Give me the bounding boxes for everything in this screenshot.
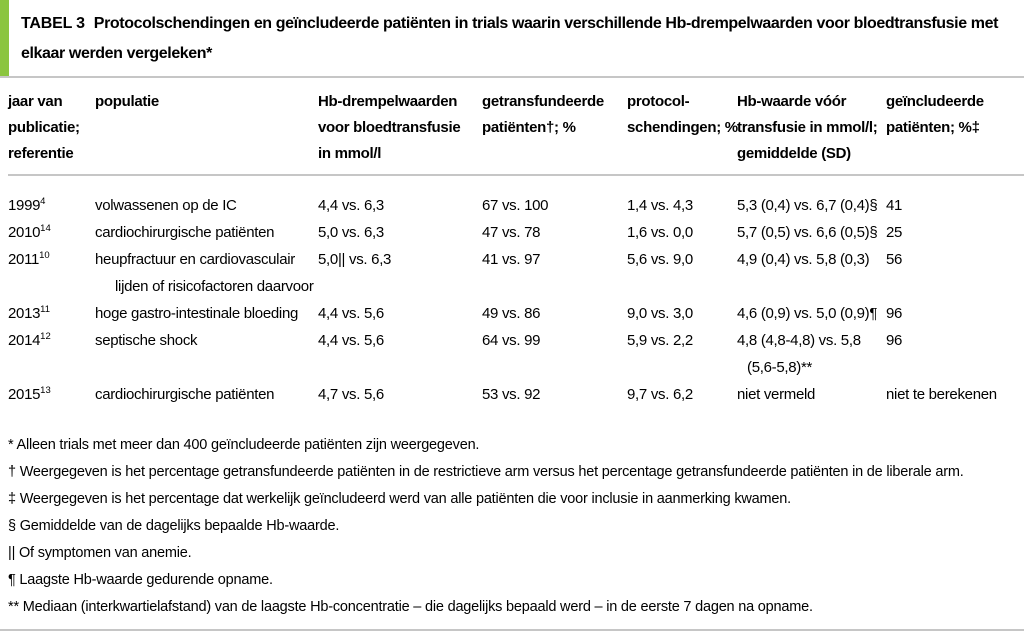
footnote: ** Mediaan (interkwartielafstand) van de laagste Hb-concentratie – die dagelijks bepaald werd – in de eerste 7 dagen na opname. xyxy=(8,599,813,615)
cell-schendingen: 1,4 vs. 4,3 xyxy=(627,197,693,214)
footnote: ¶ Laagste Hb-waarde gedurende opname. xyxy=(8,572,273,588)
cell-hb-voor: 4,9 (0,4) vs. 5,8 (0,3) xyxy=(737,251,870,268)
cell-hb-voor: 5,7 (0,5) vs. 6,6 (0,5)§ xyxy=(737,224,878,241)
header-line: getransfundeerde xyxy=(482,93,604,110)
cell-geincludeerd: 96 xyxy=(886,305,903,322)
column-header-geincludeerde xyxy=(886,78,1024,175)
table-row xyxy=(8,300,1024,327)
cell-hb-voor: niet vermeld xyxy=(737,386,816,403)
table-label: TABEL 3 xyxy=(21,15,85,32)
header-line: transfusie in mmol/l; xyxy=(737,119,878,136)
cell-year xyxy=(8,219,95,246)
year-value: 1999 xyxy=(8,197,41,214)
footnote: || Of symptomen van anemie. xyxy=(8,545,192,561)
bottom-rule xyxy=(0,629,1024,631)
table-title xyxy=(21,9,1010,69)
cell-geincludeerd: 56 xyxy=(886,251,903,268)
cell-schendingen: 5,6 vs. 9,0 xyxy=(627,251,693,268)
header-line: schendingen; % xyxy=(627,119,738,136)
header-line: gemiddelde (SD) xyxy=(737,145,851,162)
cell-hb-voor: 5,3 (0,4) vs. 6,7 (0,4)§ xyxy=(737,197,878,214)
cell-populatie: septische shock xyxy=(95,332,198,349)
header-line: publicatie; xyxy=(8,119,80,136)
year-value: 2014 xyxy=(8,332,41,349)
cell-populatie: cardiochirurgische patiënten xyxy=(95,224,275,241)
cell-geincludeerd: 41 xyxy=(886,197,903,214)
footnote: § Gemiddelde van de dagelijks bepaalde Hb-waarde. xyxy=(8,518,340,534)
table-title-block xyxy=(0,0,1024,78)
year-value: 2015 xyxy=(8,386,41,403)
header-line: populatie xyxy=(95,93,159,110)
header-line: patiënten†; % xyxy=(482,119,576,136)
column-header-hb-waarde-voor xyxy=(737,78,886,175)
results-table xyxy=(8,78,1024,408)
cell-hb-drempel: 5,0 vs. 6,3 xyxy=(318,224,384,241)
cell-populatie: cardiochirurgische patiënten xyxy=(95,386,275,403)
table-row xyxy=(8,327,1024,381)
reference-superscript: 13 xyxy=(40,385,51,396)
column-header-protocolschendingen xyxy=(627,78,737,175)
cell-populatie: volwassenen op de IC xyxy=(95,197,237,214)
header-line: Hb-drempelwaarden xyxy=(318,93,458,110)
cell-hb-drempel: 4,4 vs. 6,3 xyxy=(318,197,384,214)
cell-getransfundeerd: 53 vs. 92 xyxy=(482,386,541,403)
cell-year xyxy=(8,246,95,300)
cell-populatie xyxy=(95,246,318,300)
column-header-getransfundeerde xyxy=(482,78,627,175)
populatie-line1: heupfractuur en cardiovasculair xyxy=(95,251,295,268)
header-line: Hb-waarde vóór xyxy=(737,93,847,110)
cell-hb-drempel: 4,4 vs. 5,6 xyxy=(318,332,384,349)
cell-schendingen: 9,7 vs. 6,2 xyxy=(627,386,693,403)
table-row xyxy=(8,381,1024,408)
cell-schendingen: 9,0 vs. 3,0 xyxy=(627,305,693,322)
hb-voor-line1: 4,8 (4,8-4,8) vs. 5,8 xyxy=(737,332,861,349)
footnote: ‡ Weergegeven is het percentage dat werkelijk geïncludeerd werd van alle patiënten die voor inclusie in aanmerking kwamen. xyxy=(8,491,791,507)
cell-getransfundeerd: 67 vs. 100 xyxy=(482,197,549,214)
cell-schendingen: 1,6 vs. 0,0 xyxy=(627,224,693,241)
results-table-container xyxy=(0,78,1024,408)
column-header-jaar xyxy=(8,78,95,175)
header-line: patiënten; %‡ xyxy=(886,119,980,136)
cell-year xyxy=(8,300,95,327)
footnote: † Weergegeven is het percentage getransfundeerde patiënten in de restrictieve arm versus het percentage getransfundeerde patiënten in de liberale arm. xyxy=(8,464,964,480)
cell-schendingen: 5,9 vs. 2,2 xyxy=(627,332,693,349)
cell-geincludeerd: 25 xyxy=(886,224,903,241)
column-header-populatie xyxy=(95,78,318,175)
year-value: 2013 xyxy=(8,305,41,322)
column-header-hb-drempelwaarden xyxy=(318,78,482,175)
cell-getransfundeerd: 64 vs. 99 xyxy=(482,332,541,349)
cell-year xyxy=(8,381,95,408)
year-value: 2010 xyxy=(8,224,41,241)
reference-superscript: 10 xyxy=(39,250,50,261)
cell-populatie: hoge gastro-intestinale bloeding xyxy=(95,305,299,322)
cell-hb-voor xyxy=(737,327,886,381)
header-line: protocol- xyxy=(627,93,690,110)
reference-superscript: 12 xyxy=(40,331,51,342)
cell-year xyxy=(8,327,95,381)
cell-hb-drempel: 4,4 vs. 5,6 xyxy=(318,305,384,322)
reference-superscript: 11 xyxy=(40,304,51,315)
populatie-line2: lijden of risicofactoren daarvoor xyxy=(115,278,314,295)
hb-voor-line2: (5,6-5,8)** xyxy=(747,359,813,376)
header-line: voor bloedtransfusie xyxy=(318,119,461,136)
cell-hb-drempel: 4,7 vs. 5,6 xyxy=(318,386,384,403)
cell-getransfundeerd: 41 vs. 97 xyxy=(482,251,541,268)
cell-geincludeerd: niet te berekenen xyxy=(886,386,997,403)
cell-geincludeerd: 96 xyxy=(886,332,903,349)
reference-superscript: 14 xyxy=(40,223,51,234)
header-row xyxy=(8,78,1024,175)
header-line: in mmol/l xyxy=(318,145,382,162)
footnote: * Alleen trials met meer dan 400 geïncludeerde patiënten zijn weergegeven. xyxy=(8,437,480,453)
table-row xyxy=(8,175,1024,219)
table-row xyxy=(8,219,1024,246)
reference-superscript: 4 xyxy=(40,196,46,207)
year-value: 2011 xyxy=(8,251,40,268)
header-line: geïncludeerde xyxy=(886,93,984,110)
footnotes-block xyxy=(0,432,1024,621)
table-title-text: Protocolschendingen en geïncludeerde patiënten in trials waarin verschillende Hb-drempelwaarden voor bloedtransfusie met elkaar werden vergeleken* xyxy=(21,15,999,62)
cell-hb-drempel: 5,0|| vs. 6,3 xyxy=(318,251,392,268)
cell-getransfundeerd: 49 vs. 86 xyxy=(482,305,541,322)
cell-getransfundeerd: 47 vs. 78 xyxy=(482,224,541,241)
accent-bar xyxy=(0,0,9,76)
header-line: jaar van xyxy=(8,93,63,110)
table-row xyxy=(8,246,1024,300)
cell-hb-voor: 4,6 (0,9) vs. 5,0 (0,9)¶ xyxy=(737,305,878,322)
header-line: referentie xyxy=(8,145,74,162)
cell-year xyxy=(8,175,95,219)
